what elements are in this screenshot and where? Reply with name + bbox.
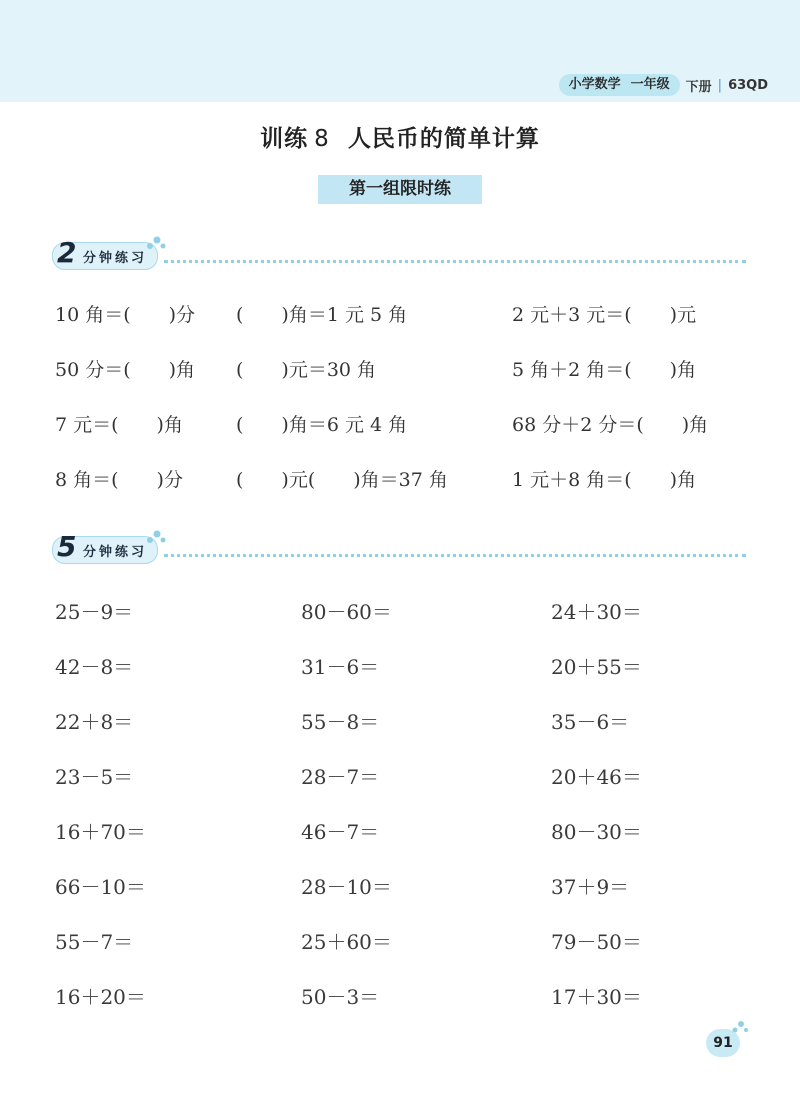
conversion-question: 2 元＋3 元＝( )元 xyxy=(512,304,697,326)
conversion-question: 10 角＝( )分 xyxy=(55,304,196,326)
arithmetic-problem: 37＋9＝ xyxy=(551,875,630,899)
splash-icon xyxy=(144,232,168,254)
arithmetic-problem: 80－30＝ xyxy=(551,820,642,844)
conversion-question: 8 角＝( )分 xyxy=(55,469,183,491)
arithmetic-problem: 55－7＝ xyxy=(55,930,134,954)
title-text: 人民币的简单计算 xyxy=(347,126,540,152)
arithmetic-problem: 66－10＝ xyxy=(55,875,146,899)
arithmetic-problem: 25－9＝ xyxy=(55,600,134,624)
conversion-question: ( )角＝1 元 5 角 xyxy=(236,304,408,326)
arithmetic-problem: 25＋60＝ xyxy=(301,930,392,954)
arithmetic-problem: 24＋30＝ xyxy=(551,600,642,624)
arithmetic-problem: 23－5＝ xyxy=(55,765,134,789)
separator: | xyxy=(717,77,723,93)
conversion-question: 1 元＋8 角＝( )角 xyxy=(512,469,697,491)
section-header-2min xyxy=(52,238,752,274)
grade: 一年级 xyxy=(630,77,670,92)
conversion-question: ( )角＝6 元 4 角 xyxy=(236,414,408,436)
subject-pill xyxy=(559,74,680,96)
conversion-question: 50 分＝( )角 xyxy=(55,359,196,381)
minutes-number: 2 xyxy=(57,236,77,269)
title-number: 8 xyxy=(314,126,330,152)
minutes-number: 5 xyxy=(57,530,77,563)
arithmetic-problem: 31－6＝ xyxy=(301,655,380,679)
conversion-question: ( )元( )角＝37 角 xyxy=(236,469,448,491)
page-title xyxy=(0,120,800,153)
conversion-question: 68 分＋2 分＝( )角 xyxy=(512,414,709,436)
arithmetic-problem: 35－6＝ xyxy=(551,710,630,734)
conversion-question: 5 角＋2 角＝( )角 xyxy=(512,359,697,381)
minutes-label: 分钟练习 xyxy=(83,545,148,560)
arithmetic-problem: 20＋55＝ xyxy=(551,655,642,679)
arithmetic-problem: 28－7＝ xyxy=(301,765,380,789)
arithmetic-problem: 16＋20＝ xyxy=(55,985,146,1009)
arithmetic-problem: 79－50＝ xyxy=(551,930,642,954)
conversion-question: 7 元＝( )角 xyxy=(55,414,183,436)
arithmetic-problem: 16＋70＝ xyxy=(55,820,146,844)
arithmetic-problem: 17＋30＝ xyxy=(551,985,642,1009)
arithmetic-problem: 50－3＝ xyxy=(301,985,380,1009)
timer-badge xyxy=(52,530,158,564)
splash-icon xyxy=(144,526,168,548)
arithmetic-problem: 80－60＝ xyxy=(301,600,392,624)
arithmetic-problem: 28－10＝ xyxy=(301,875,392,899)
timer-badge xyxy=(52,236,158,270)
section-header-5min xyxy=(52,532,752,568)
title-prefix: 训练 xyxy=(260,126,309,152)
minutes-label: 分钟练习 xyxy=(83,251,148,266)
subject: 小学数学 xyxy=(568,77,621,92)
arithmetic-problem: 22＋8＝ xyxy=(55,710,134,734)
section-group-title: 第一组限时练 xyxy=(318,175,482,204)
arithmetic-problem: 46－7＝ xyxy=(301,820,380,844)
dotted-divider xyxy=(164,260,746,263)
arithmetic-problem: 55－8＝ xyxy=(301,710,380,734)
arithmetic-problem: 20＋46＝ xyxy=(551,765,642,789)
volume: 下册 xyxy=(685,79,712,95)
book-meta xyxy=(559,74,768,96)
arithmetic-problem: 42－8＝ xyxy=(55,655,134,679)
splash-icon xyxy=(730,1018,750,1036)
dotted-divider xyxy=(164,554,746,557)
page-number: 91 xyxy=(706,1029,740,1057)
conversion-question: ( )元＝30 角 xyxy=(236,359,377,381)
book-code: 63QD xyxy=(728,77,768,93)
